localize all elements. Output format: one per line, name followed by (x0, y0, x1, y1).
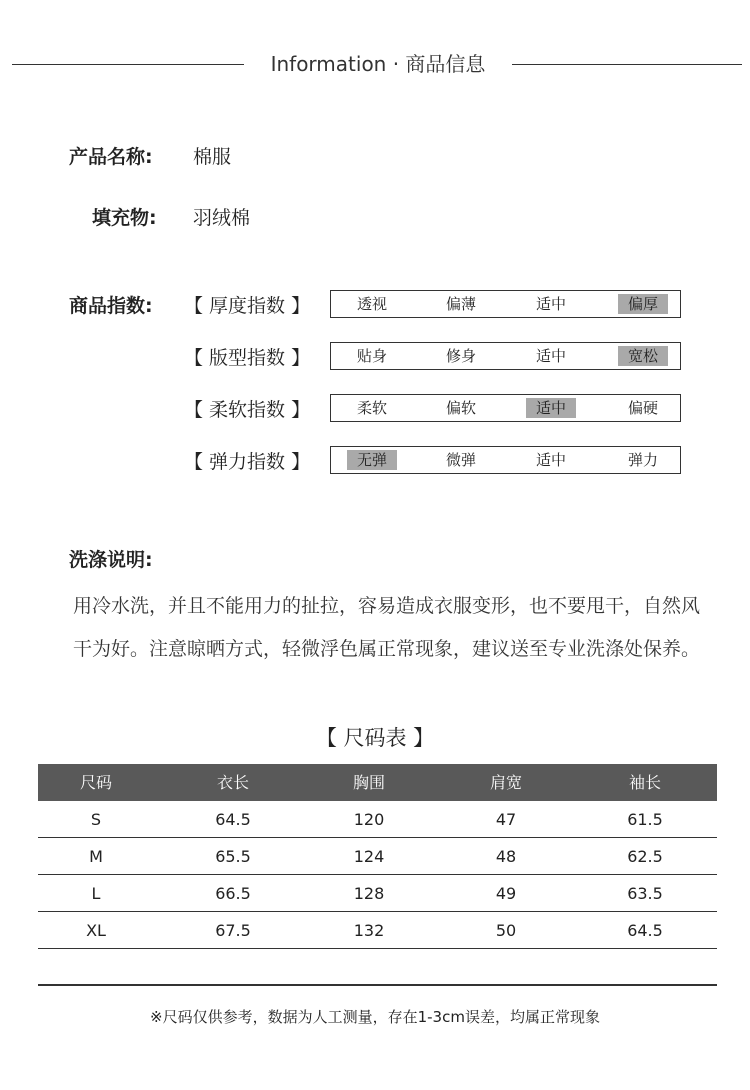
scale-option: 偏厚 (618, 294, 668, 314)
table-cell: 66.5 (215, 884, 251, 903)
table-cell: 48 (495, 847, 517, 866)
section-title: Information · 商品信息 (270, 52, 486, 76)
fill-label: 填充物: (92, 207, 157, 229)
fill-value: 羽绒棉 (193, 207, 251, 229)
table-cell: 67.5 (215, 921, 251, 940)
scale-option: 适中 (535, 347, 566, 365)
index-name: 【 厚度指数 】 (184, 295, 311, 317)
scale-option: 无弹 (347, 450, 397, 470)
index-name: 【 版型指数 】 (184, 347, 311, 369)
table-cell: 62.5 (627, 847, 663, 866)
wash-title: 洗涤说明: (69, 549, 153, 571)
header-divider-right (512, 64, 742, 65)
index-label: 商品指数: (69, 295, 153, 317)
index-scale (330, 290, 681, 318)
column-header: 胸围 (352, 773, 385, 792)
column-header: 袖长 (628, 773, 661, 792)
index-scale (330, 394, 681, 422)
table-cell: 47 (495, 810, 517, 829)
table-cell: 49 (495, 884, 517, 903)
table-bottom-divider (38, 984, 717, 986)
product-name-value: 棉服 (193, 146, 232, 168)
header-divider-left (12, 64, 244, 65)
index-scale (330, 342, 681, 370)
index-name: 【 弹力指数 】 (184, 451, 311, 473)
section-header (0, 46, 750, 82)
size-disclaimer: ※尺码仅供参考，数据为人工测量，存在1-3cm误差，均属正常现象 (150, 1008, 600, 1026)
size-table-header (38, 764, 717, 801)
scale-option: 偏硬 (627, 399, 658, 417)
table-row (38, 839, 717, 875)
table-cell: 63.5 (627, 884, 663, 903)
column-header: 尺码 (79, 773, 112, 792)
table-cell: 64.5 (627, 921, 663, 940)
scale-option: 弹力 (627, 451, 658, 469)
table-cell: 61.5 (627, 810, 663, 829)
table-cell: S (90, 810, 102, 829)
scale-option: 微弹 (445, 451, 476, 469)
column-header: 衣长 (216, 773, 249, 792)
table-row (38, 876, 717, 912)
table-row (38, 913, 717, 949)
scale-option: 贴身 (356, 347, 387, 365)
product-name-label: 产品名称: (69, 146, 153, 168)
table-row (38, 802, 717, 838)
table-cell: 120 (353, 810, 385, 829)
wash-instructions: 用冷水洗，并且不能用力的扯拉，容易造成衣服变形，也不要甩干，自然风干为好。注意晾晒方式，轻微浮色属正常现象，建议送至专业洗涤处保养。 (73, 595, 701, 660)
table-cell: 124 (353, 847, 385, 866)
table-cell: M (89, 847, 103, 866)
table-cell: 128 (353, 884, 385, 903)
scale-option: 适中 (535, 295, 566, 313)
scale-option: 适中 (535, 451, 566, 469)
scale-option: 适中 (526, 398, 576, 418)
scale-option: 偏薄 (445, 295, 476, 313)
scale-option: 偏软 (445, 399, 476, 417)
column-header: 肩宽 (489, 773, 522, 792)
table-cell: L (91, 884, 101, 903)
table-cell: 132 (353, 921, 385, 940)
scale-option: 修身 (445, 347, 476, 365)
scale-option: 透视 (356, 295, 387, 313)
scale-option: 柔软 (356, 399, 387, 417)
table-cell: 65.5 (215, 847, 251, 866)
size-table-title: 【 尺码表 】 (315, 726, 435, 750)
table-cell: 50 (495, 921, 517, 940)
table-cell: XL (86, 921, 106, 940)
scale-option: 宽松 (618, 346, 668, 366)
index-scale (330, 446, 681, 474)
index-name: 【 柔软指数 】 (184, 399, 311, 421)
table-cell: 64.5 (215, 810, 251, 829)
